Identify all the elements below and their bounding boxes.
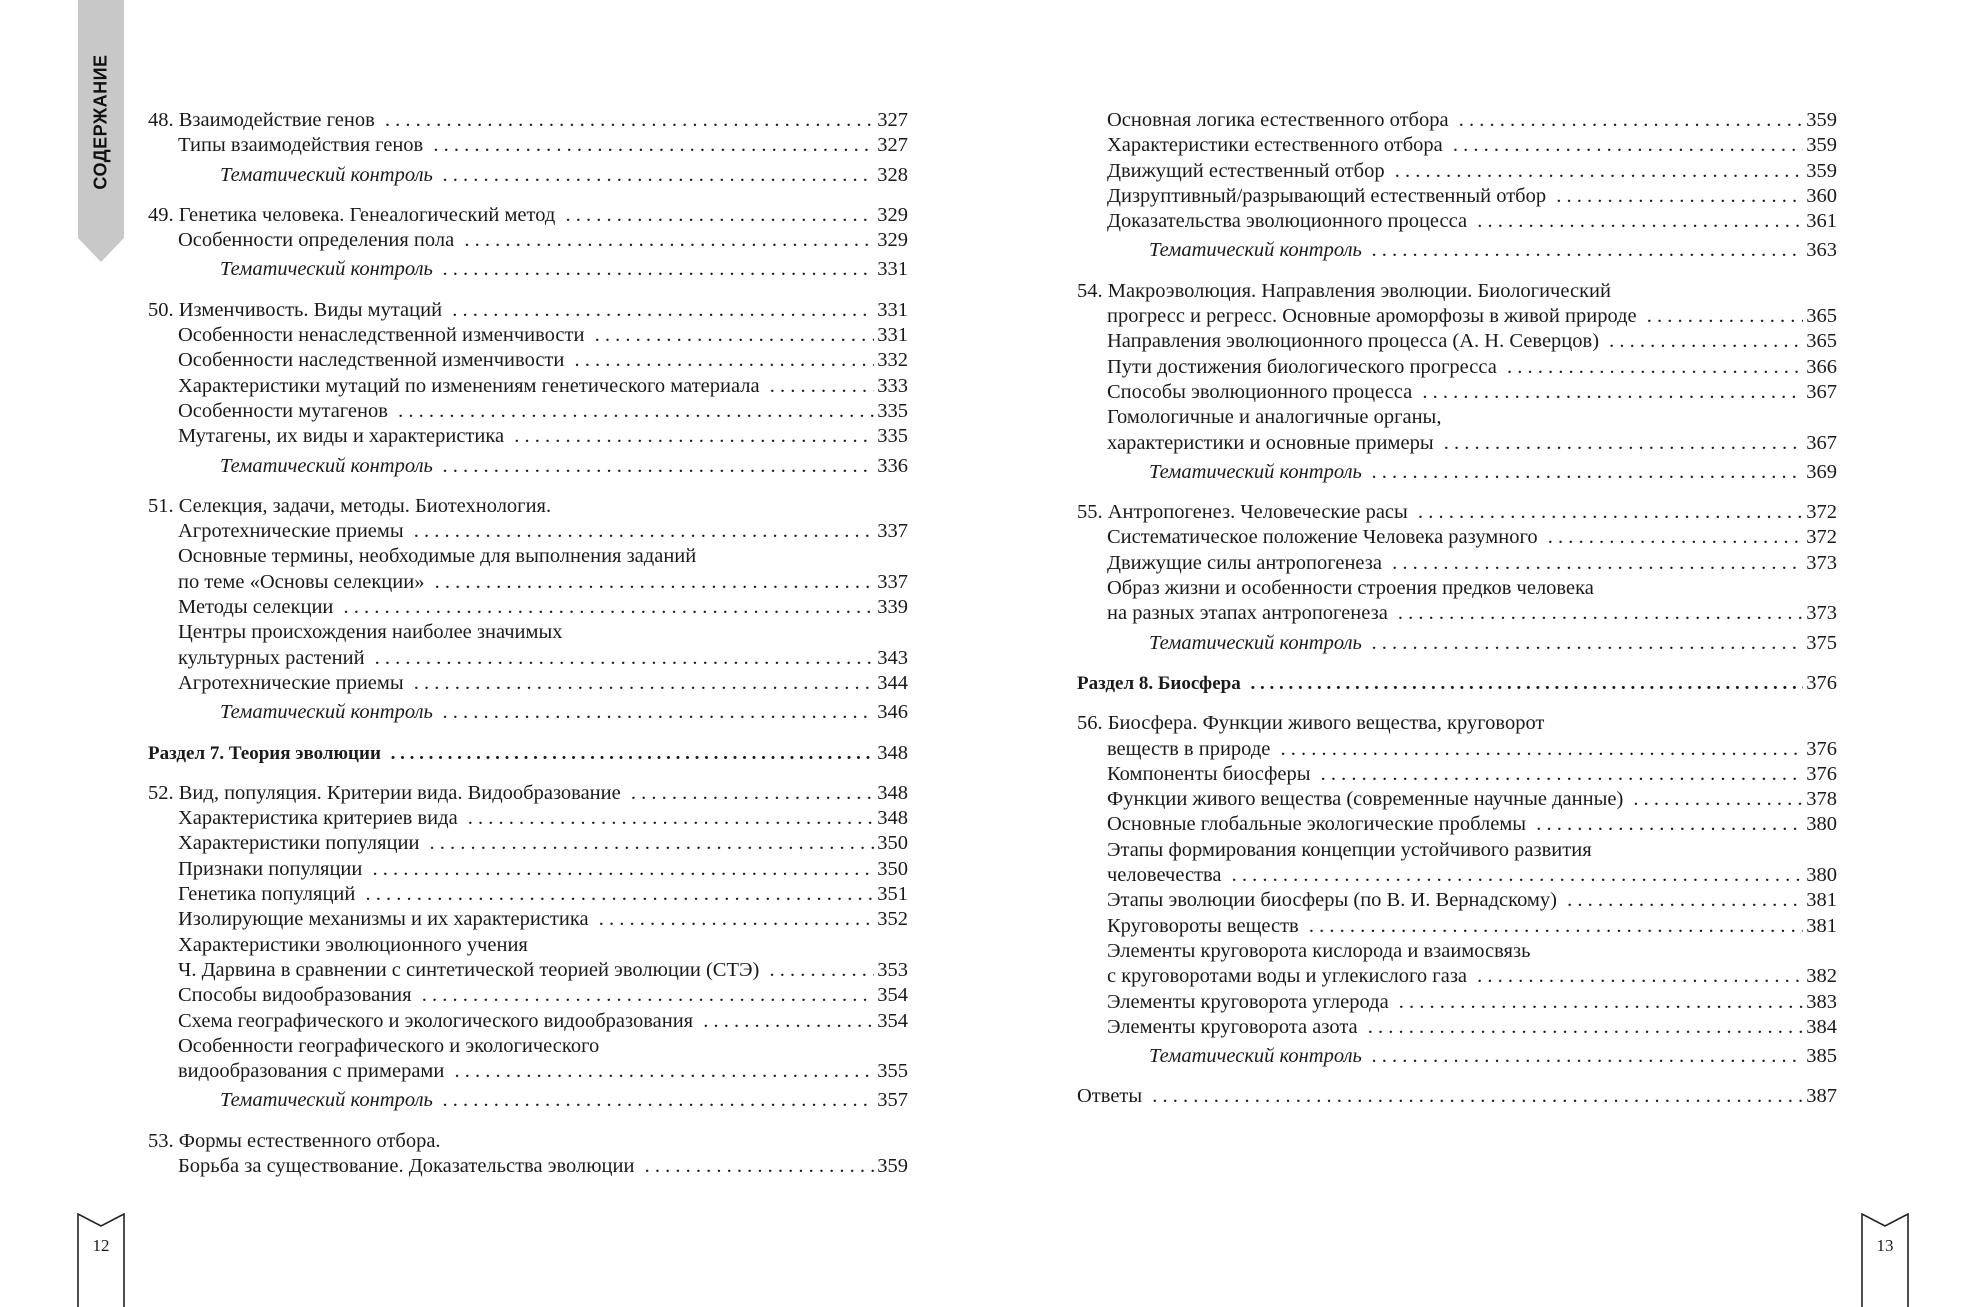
dot-leader [463,806,875,831]
entry-title: Тематический контроль [1149,460,1362,483]
dot-leader [459,228,874,253]
entry-page-number: 331 [877,298,908,321]
entry-page-number: 361 [1806,210,1837,233]
entry-page-number: 354 [877,1009,908,1032]
entry-title: Тематический контроль [220,701,433,724]
dot-leader [1227,863,1804,888]
right-toc [1077,108,1837,1125]
dot-leader [1642,304,1804,329]
toc-subentry [1077,1015,1837,1040]
entry-page-number: 365 [1806,305,1837,328]
entry-page-number: 350 [877,857,908,880]
dot-leader [1413,500,1803,525]
entry-page-number: 365 [1806,330,1837,353]
entry-title: 50. Изменчивость. Виды мутаций [148,298,443,321]
toc-subentry [148,857,908,882]
entry-page-number: 348 [877,807,908,830]
entry-title: Особенности наследственной изменчивости [178,349,565,372]
entry-title: Тематический контроль [220,163,433,186]
dot-leader [594,907,875,932]
entry-title: Элементы круговорота кислорода и взаимосвязь [1107,939,1531,962]
toc-subentry [1077,964,1837,989]
entry-title: Движущие силы антропогенеза [1107,551,1382,574]
entry-title: Мутагены, их виды и характеристика [178,425,505,448]
entry-title: Особенности мутагенов [178,399,388,422]
dot-leader [1439,431,1804,456]
toc-group [1077,671,1837,696]
toc-subentry [1077,380,1837,405]
toc-subentry [148,424,908,449]
toc-chapter-entry [1077,279,1837,304]
entry-title: Центры происхождения наиболее значимых [178,621,563,644]
dot-leader [1531,812,1803,837]
entry-page-number: 329 [877,203,908,226]
entry-title: Элементы круговорота углерода [1107,990,1389,1013]
dot-leader [409,671,875,696]
dot-leader [393,399,874,424]
dot-leader [626,781,875,806]
dot-leader [360,882,874,907]
toc-control-entry [1077,460,1837,485]
entry-title: Тематический контроль [220,258,433,281]
dot-leader [1367,1044,1803,1069]
dot-leader [1393,601,1803,626]
dot-leader [1246,671,1804,696]
entry-title: Основная логика естественного отбора [1107,109,1449,131]
toc-chapter-entry [1077,711,1837,736]
entry-title: Ответы [1077,1085,1143,1108]
dot-leader [1394,990,1804,1015]
toc-subentry [1077,576,1837,601]
entry-page-number: 376 [1806,671,1837,694]
toc-control-entry [1077,1044,1837,1069]
entry-page-number: 359 [877,1154,908,1177]
toc-subentry [1077,737,1837,762]
entry-page-number: 367 [1806,380,1837,403]
entry-title: Тематический контроль [1149,631,1362,654]
folio-marker-shape [77,1213,125,1307]
entry-title: Ч. Дарвина в сравнении с синтетической теорией эволюции (СТЭ) [178,958,760,981]
toc-control-entry [148,454,908,479]
entry-title: Признаки популяции [178,857,363,880]
dot-leader [1502,355,1803,380]
toc-subentry [1077,914,1837,939]
dot-leader [764,958,874,983]
entry-title: Пути достижения биологического прогресса [1107,355,1497,378]
entry-title: Тематический контроль [1149,1045,1362,1068]
dot-leader [1628,787,1803,812]
entry-title: Основные термины, необходимые для выполнения заданий [178,545,697,568]
dot-leader [449,1059,874,1084]
entry-page-number: 337 [877,520,908,543]
entry-title: Изолирующие механизмы и их характеристика [178,908,589,931]
entry-title: Особенности определения пола [178,229,455,252]
entry-page-number: 331 [877,324,908,347]
toc-subentry [148,646,908,671]
entry-title: Раздел 7. Теория эволюции [148,742,381,764]
toc-subentry [1077,525,1837,550]
dot-leader [589,323,874,348]
entry-title: 52. Вид, популяция. Критерии вида. Видообразование [148,781,621,804]
entry-page-number: 332 [877,349,908,372]
entry-title: Доказательства эволюционного процесса [1107,210,1468,233]
dot-leader [1417,380,1803,405]
toc-section-heading [148,741,908,766]
entry-page-number: 359 [1806,134,1837,157]
toc-group [148,108,908,188]
entry-title: 51. Селекция, задачи, методы. Биотехнология. [148,494,552,517]
entry-page-number: 363 [1806,239,1837,262]
dot-leader [438,1088,874,1113]
entry-title: Характеристики естественного отбора [1107,134,1443,157]
dot-leader [560,203,874,228]
toc-control-entry [1077,631,1837,656]
toc-subentry [1077,787,1837,812]
toc-subentry [148,1154,908,1179]
entry-title: Способы эволюционного процесса [1107,380,1413,403]
entry-title: Способы видообразования [178,984,412,1007]
dot-leader [569,348,874,373]
dot-leader [429,570,874,595]
toc-subentry [148,882,908,907]
entry-page-number: 381 [1806,914,1837,937]
toc-chapter-entry [148,781,908,806]
entry-page-number: 380 [1806,813,1837,836]
toc-subentry [148,228,908,253]
entry-title: Характеристики эволюционного учения [178,933,528,956]
entry-title: Тематический контроль [1149,239,1362,262]
toc-subentry [148,806,908,831]
entry-title: Раздел 8. Биосфера [1077,672,1241,694]
entry-title: Этапы эволюции биосферы (по В. И. Вернадскому) [1107,889,1557,912]
dot-leader [386,741,874,766]
entry-page-number: 372 [1806,501,1837,524]
entry-title: Агротехнические приемы [178,671,404,694]
entry-page-number: 348 [877,741,908,764]
entry-title: Особенности географического и экологического [178,1034,600,1057]
toc-subentry [1077,159,1837,184]
toc-subentry [1077,551,1837,576]
toc-subentry [1077,990,1837,1015]
toc-group [148,781,908,1114]
entry-title: веществ в природе [1107,737,1271,760]
entry-title: видообразования с примерами [178,1060,445,1083]
toc-subentry [1077,762,1837,787]
entry-page-number: 355 [877,1060,908,1083]
entry-page-number: 359 [1806,159,1837,182]
entry-title: Типы взаимодействия генов [178,134,424,157]
entry-title: Характеристики популяции [178,832,420,855]
toc-subentry [148,1034,908,1059]
left-toc [148,108,908,1194]
dot-leader [1367,460,1803,485]
entry-title: Тематический контроль [220,454,433,477]
toc-control-entry [1077,238,1837,263]
dot-leader [338,595,874,620]
entry-title: человечества [1107,864,1222,887]
entry-page-number: 376 [1806,737,1837,760]
toc-subentry [1077,812,1837,837]
entry-title: Тематический контроль [220,1089,433,1112]
left-page [0,0,987,1300]
entry-title: Направления эволюционного процесса (А. Н. Северцов) [1107,330,1600,353]
toc-group [148,203,908,283]
entry-title: Гомологичные и аналогичные органы, [1107,406,1442,429]
folio-number: 12 [92,1236,110,1255]
entry-title: Дизруптивный/разрывающий естественный отбор [1107,184,1547,207]
toc-subentry [1077,838,1837,863]
dot-leader [367,857,874,882]
page-number-right [1861,1213,1909,1307]
dot-leader [1304,914,1804,939]
dot-leader [409,519,875,544]
dot-leader [1472,209,1803,234]
toc-subentry [148,1009,908,1034]
toc-group [1077,500,1837,656]
entry-title: Методы селекции [178,596,334,619]
dot-leader [438,700,874,725]
toc-group [1077,711,1837,1069]
entry-page-number: 366 [1806,355,1837,378]
toc-subentry [1077,355,1837,380]
dot-leader [1316,762,1804,787]
dot-leader [438,257,874,282]
entry-page-number: 376 [1806,762,1837,785]
entry-title: 49. Генетика человека. Генеалогический метод [148,203,556,226]
dot-leader [765,374,875,399]
entry-page-number: 343 [877,646,908,669]
entry-title: 48. Взаимодействие генов [148,109,375,131]
toc-subentry [1077,601,1837,626]
toc-section-heading [1077,671,1837,696]
dot-leader [438,454,874,479]
toc-subentry [148,831,908,856]
entry-title: Образ жизни и особенности строения предков человека [1107,577,1594,600]
dot-leader [639,1154,874,1179]
entry-title: Этапы формирования концепции устойчивого развития [1107,838,1592,861]
toc-subentry [148,671,908,696]
dot-leader [1543,525,1804,550]
entry-title: на разных этапах антропогенеза [1107,602,1388,625]
dot-leader [370,646,875,671]
toc-subentry [1077,304,1837,329]
toc-subentry [148,544,908,569]
entry-page-number: 378 [1806,788,1837,811]
entry-title: Круговороты веществ [1107,914,1299,937]
toc-subentry [148,933,908,958]
dot-leader [1562,888,1803,913]
toc-subentry [148,620,908,645]
toc-subentry [1077,431,1837,456]
entry-title: культурных растений [178,646,365,669]
dot-leader [1363,1015,1804,1040]
entry-page-number: 333 [877,374,908,397]
entry-page-number: 369 [1806,460,1837,483]
entry-title: Функции живого вещества (современные научные данные) [1107,788,1624,811]
dot-leader [1448,133,1804,158]
entry-page-number: 327 [877,134,908,157]
toc-group [1077,1084,1837,1109]
entry-page-number: 336 [877,454,908,477]
toc-subentry [148,348,908,373]
entry-title: 55. Антропогенез. Человеческие расы [1077,501,1408,524]
entry-title: с круговоротами воды и углекислого газа [1107,965,1468,988]
toc-subentry [1077,184,1837,209]
entry-page-number: 328 [877,163,908,186]
dot-leader [417,983,875,1008]
entry-title: характеристики и основные примеры [1107,431,1434,454]
entry-title: Особенности ненаследственной изменчивости [178,324,585,347]
toc-control-entry [148,257,908,282]
toc-subentry [1077,405,1837,430]
entry-title: Агротехнические приемы [178,520,404,543]
dot-leader [1454,108,1804,133]
entry-page-number: 360 [1806,184,1837,207]
toc-subentry [1077,329,1837,354]
dot-leader [1367,238,1803,263]
toc-subentry [148,958,908,983]
entry-page-number: 335 [877,399,908,422]
toc-subentry [1077,108,1837,133]
toc-group [148,494,908,726]
entry-page-number: 375 [1806,631,1837,654]
entry-title: 53. Формы естественного отбора. [148,1129,441,1152]
entry-page-number: 351 [877,883,908,906]
toc-group [148,741,908,766]
folio-number: 13 [1876,1236,1894,1255]
entry-page-number: 385 [1806,1045,1837,1068]
toc-subentry [148,519,908,544]
contents-side-tab [78,0,124,265]
dot-leader [509,424,874,449]
toc-answers-entry [1077,1084,1837,1109]
entry-page-number: 384 [1806,1015,1837,1038]
entry-page-number: 387 [1806,1085,1837,1108]
toc-subentry [1077,939,1837,964]
entry-title: Схема географического и экологического видообразования [178,1009,694,1032]
page-number-left [77,1213,125,1307]
toc-control-entry [148,163,908,188]
dot-leader [1275,737,1803,762]
toc-chapter-entry [1077,500,1837,525]
toc-group [1077,279,1837,485]
entry-page-number: 357 [877,1089,908,1112]
entry-page-number: 329 [877,229,908,252]
toc-subentry [148,399,908,424]
toc-chapter-entry [148,108,908,133]
entry-title: прогресс и регресс. Основные ароморфозы в живой природе [1107,305,1637,328]
toc-subentry [1077,888,1837,913]
dot-leader [698,1009,874,1034]
entry-title: Характеристика критериев вида [178,807,458,830]
toc-chapter-entry [148,203,908,228]
entry-page-number: 339 [877,596,908,619]
entry-page-number: 348 [877,781,908,804]
toc-subentry [148,133,908,158]
toc-chapter-entry [148,1129,908,1154]
entry-page-number: 352 [877,908,908,931]
entry-page-number: 354 [877,984,908,1007]
dot-leader [1147,1084,1803,1109]
entry-title: Компоненты биосферы [1107,762,1311,785]
toc-subentry [148,1059,908,1084]
toc-subentry [148,907,908,932]
toc-subentry [148,374,908,399]
entry-page-number: 335 [877,425,908,448]
entry-title: Движущий естественный отбор [1107,159,1385,182]
entry-page-number: 380 [1806,864,1837,887]
dot-leader [380,108,874,133]
dot-leader [424,831,874,856]
dot-leader [1390,159,1804,184]
entry-title: по теме «Основы селекции» [178,570,425,593]
dot-leader [1367,631,1803,656]
right-page [987,0,1974,1300]
entry-title: 56. Биосфера. Функции живого вещества, круговорот [1077,712,1545,735]
toc-subentry [1077,209,1837,234]
entry-page-number: 346 [877,701,908,724]
toc-subentry [148,570,908,595]
entry-title: Генетика популяций [178,883,356,906]
toc-control-entry [148,1088,908,1113]
dot-leader [1604,329,1803,354]
toc-subentry [1077,133,1837,158]
dot-leader [438,163,874,188]
entry-page-number: 372 [1806,526,1837,549]
entry-page-number: 344 [877,671,908,694]
toc-subentry [148,595,908,620]
entry-page-number: 373 [1806,602,1837,625]
entry-page-number: 359 [1806,109,1837,131]
dot-leader [1551,184,1803,209]
side-tab-label: СОДЕРЖАНИЕ [90,54,111,190]
entry-page-number: 373 [1806,551,1837,574]
dot-leader [428,133,874,158]
entry-page-number: 382 [1806,965,1837,988]
entry-title: Борьба за существование. Доказательства эволюции [178,1154,635,1177]
entry-page-number: 337 [877,570,908,593]
dot-leader [1387,551,1803,576]
entry-page-number: 381 [1806,889,1837,912]
dot-leader [1472,964,1803,989]
entry-title: Характеристики мутаций по изменениям генетического материала [178,374,760,397]
entry-page-number: 350 [877,832,908,855]
entry-title: Систематическое положение Человека разумного [1107,526,1538,549]
toc-chapter-entry [148,298,908,323]
entry-page-number: 383 [1806,990,1837,1013]
toc-subentry [148,323,908,348]
entry-page-number: 367 [1806,431,1837,454]
toc-group [1077,108,1837,264]
folio-marker-shape [1861,1213,1909,1307]
toc-group [148,298,908,479]
toc-chapter-entry [148,494,908,519]
dot-leader [447,298,874,323]
toc-subentry [1077,863,1837,888]
toc-subentry [148,983,908,1008]
entry-page-number: 331 [877,258,908,281]
entry-title: 54. Макроэволюция. Направления эволюции. Биологический [1077,279,1611,302]
entry-page-number: 353 [877,958,908,981]
toc-control-entry [148,700,908,725]
entry-title: Основные глобальные экологические проблемы [1107,813,1527,836]
entry-title: Элементы круговорота азота [1107,1015,1358,1038]
toc-group [148,1129,908,1180]
entry-page-number: 327 [877,109,908,131]
